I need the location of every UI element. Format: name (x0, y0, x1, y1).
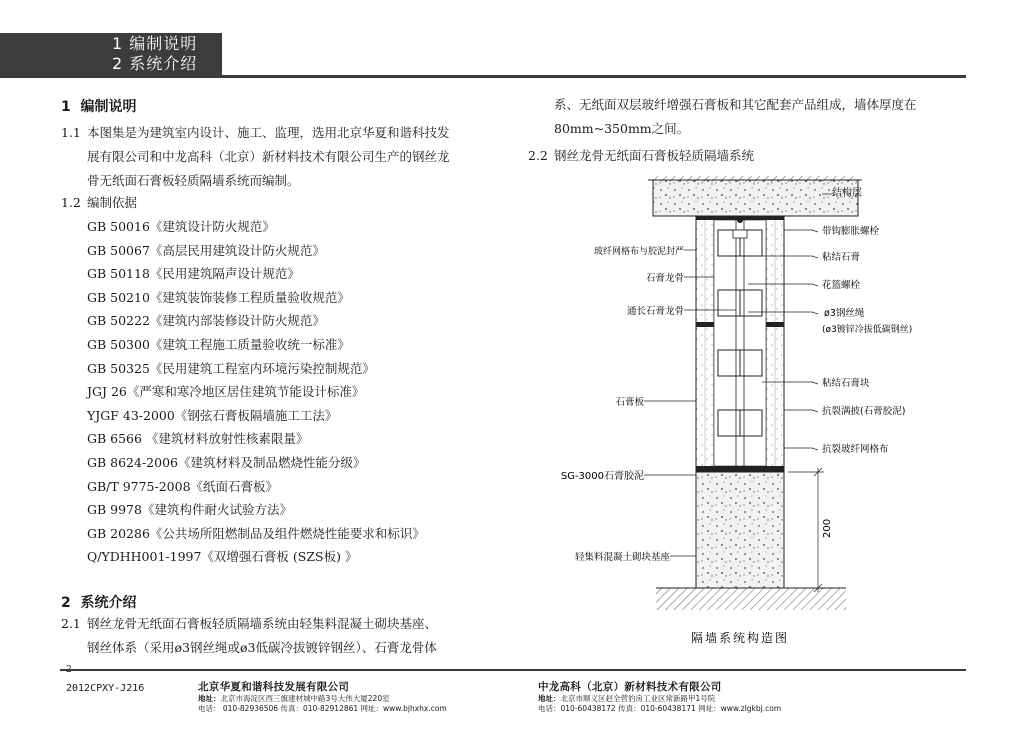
standard-item: GB 50118《民用建筑隔声设计规范》 (87, 266, 300, 282)
paragraph-2-1-continued (554, 93, 917, 141)
standard-item: GB 50222《建筑内部装修设计防火规范》 (87, 313, 325, 329)
hook-bolt (737, 217, 743, 223)
header-rule (0, 75, 966, 78)
header-tab-system[interactable]: 2 系统介绍 (112, 54, 198, 73)
label-long-keel: 通长石膏龙骨 (626, 306, 684, 317)
company1-block (198, 679, 447, 714)
drawing-code: 2012CPXY-J216 (66, 683, 145, 694)
dimension-200 (788, 468, 824, 592)
label-gypsum-board: 石膏板 (615, 397, 644, 408)
label-glass-mesh-seal: 玻纤网格布与胶泥封严 (593, 247, 684, 257)
company1-name: 北京华夏和谐科技发展有限公司 (198, 681, 350, 693)
paragraph-1-2 (61, 191, 137, 215)
company2-address-label: 地址： (538, 694, 561, 703)
header-tab-bar (0, 33, 222, 77)
label-hook-bolt: 带钩膨胀螺栓 (822, 226, 880, 237)
para-line: 系、无纸面双层玻纤增强石膏板和其它配套产品组成，墙体厚度在 (554, 97, 917, 112)
para-line: 钢丝龙骨无纸面石膏板轻质隔墙系统由轻集料混凝土砌块基座、 (87, 616, 438, 631)
section1-heading (61, 96, 137, 116)
label-crack-mesh: 抗裂玻纤网格布 (822, 444, 889, 455)
ground-hatch (656, 588, 846, 610)
standard-item: JGJ 26《严寒和寒冷地区居住建筑节能设计标准》 (87, 384, 365, 400)
label-flower-nut: 花篮螺栓 (822, 280, 861, 291)
label-sg3000: SG-3000石膏胶泥 (560, 471, 644, 482)
paragraph-2-1 (61, 612, 437, 660)
para-line: 钢丝体系（采用ø3钢丝绳或ø3低碳冷拔镀锌钢丝）、石膏龙骨体 (87, 640, 437, 655)
standard-item: GB 50067《高层民用建筑设计防火规范》 (87, 242, 325, 258)
diagram-caption: 隔墙系统构造图 (690, 631, 790, 645)
standard-item: GB 50325《民用建筑工程室内环境污染控制规范》 (87, 360, 375, 376)
standard-item: Q/YDHH001-1997《双增强石膏板 (SZS板) 》 (87, 549, 358, 565)
para-title: 钢丝龙骨无纸面石膏板轻质隔墙系统 (554, 148, 755, 163)
standard-item: GB 6566 《建筑材料放射性核素限量》 (87, 431, 309, 447)
footer-rule (60, 669, 966, 671)
standard-item: GB 50300《建筑工程施工质量验收统一标准》 (87, 336, 350, 352)
company1-contact: 电话： 010-82936506 传真：010-82912861 网址：www.bjhxhx.com (198, 704, 447, 713)
company2-name: 中龙高科（北京）新材料技术有限公司 (538, 681, 722, 693)
standards-list (87, 215, 425, 569)
structure-slab (648, 176, 862, 216)
para-number: 1.1 (61, 125, 81, 140)
para-line: 骨无纸面石膏板轻质隔墙系统而编制。 (87, 173, 300, 188)
section1-title: 编制说明 (80, 99, 137, 115)
label-bond-block: 粘结石膏块 (822, 378, 870, 389)
concrete-block-base (696, 472, 784, 588)
standard-item: YJGF 43-2000《钢弦石膏板隔墙施工工法》 (87, 407, 338, 423)
standard-item: GB 50210《建筑装饰装修工程质量验收规范》 (87, 289, 350, 305)
standard-item: GB 9978《建筑构件耐火试验方法》 (87, 502, 292, 518)
para-line: 80mm~350mm之间。 (554, 121, 690, 136)
company2-contact: 电话：010-60438172 传真：010-60438171 网址：www.zlgkbj.com (538, 704, 782, 713)
standard-item: GB 20286《公共场所阻燃制品及组件燃烧性能要求和标识》 (87, 525, 425, 541)
section2-heading (61, 592, 137, 612)
company2-address: 北京市顺义区赵全营豹房工业区常新路甲1号院 (560, 694, 716, 703)
paragraph-2-2 (528, 144, 754, 168)
flower-nut-bolt (733, 230, 747, 238)
standard-item: GB 50016《建筑设计防火规范》 (87, 219, 275, 234)
section2-title: 系统介绍 (80, 595, 137, 611)
label-base: 轻集料混凝土砌块基座 (574, 552, 670, 563)
label-crack-fill: 抗裂满披(石膏胶泥) (822, 406, 906, 417)
company1-address: 北京市海淀区西三旗建材城中路3号大伟大厦220室 (220, 694, 390, 703)
para-number: 1.2 (61, 195, 81, 210)
standard-item: GB 8624-2006《建筑材料及制品燃烧性能分级》 (87, 454, 366, 470)
company2-block (538, 679, 781, 714)
para-number: 2.1 (61, 616, 81, 631)
dimension-label: 200 (822, 518, 833, 538)
para-line: 展有限公司和中龙高科（北京）新材料技术有限公司生产的钢丝龙 (87, 149, 450, 164)
header-tab-compile[interactable]: 1 编制说明 (112, 34, 198, 53)
label-bond-plaster: 粘结石膏 (822, 252, 861, 263)
label-wire-alt: (ø3镀锌冷拔低碳钢丝) (822, 325, 913, 335)
para-title: 编制依据 (87, 195, 138, 210)
label-wire-rope: ø3钢丝绳 (824, 308, 865, 319)
para-number: 2.2 (528, 148, 548, 163)
label-structure: 结构层 (832, 188, 862, 199)
partition-wall-diagram (560, 172, 980, 652)
company1-address-label: 地址： (198, 694, 221, 703)
label-gypsum-keel: 石膏龙骨 (645, 273, 684, 284)
paragraph-1-1 (61, 121, 450, 193)
section1-number: 1 (61, 99, 71, 115)
section2-number: 2 (61, 595, 71, 611)
standard-item: GB/T 9775-2008《纸面石膏板》 (87, 478, 279, 494)
para-line: 本图集是为建筑室内设计、施工、监理，选用北京华夏和谐科技发 (87, 125, 450, 140)
